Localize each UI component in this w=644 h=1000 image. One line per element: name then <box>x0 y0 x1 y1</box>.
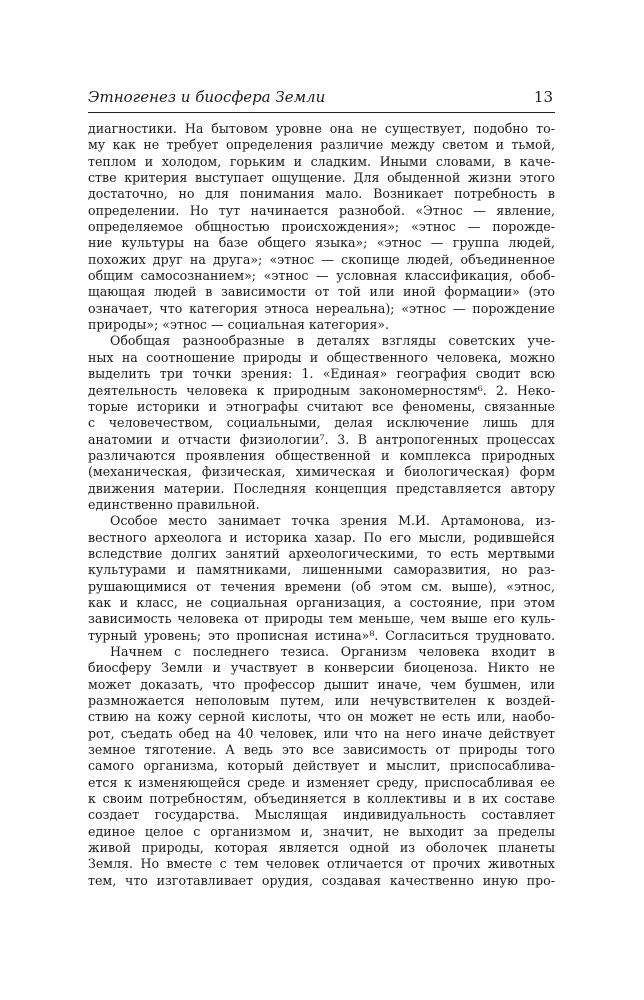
text-line: Земля. Но вместе с тем человек отличается от прочих животных <box>88 856 555 872</box>
text-line: Особое место занимает точка зрения М.И. Артамонова, из- <box>110 513 555 529</box>
page-number: 13 <box>533 88 553 106</box>
text-line: похожих друг на друга»; «этнос — скопище людей, объединенное <box>88 251 555 267</box>
text-line: выделить три точки зрения: 1. «Единая» география сводит всю <box>88 366 555 382</box>
text-line: достаточно, но для понимания мало. Возникает потребность в <box>88 186 555 202</box>
text-line: тем, что изготавливает орудия, создавая качественно иную про- <box>88 872 555 888</box>
text-line: единое целое с организмом и, значит, не выходит за пределы <box>88 823 555 839</box>
text-line: общим самосознанием»; «этнос — условная классификация, обоб- <box>88 268 555 284</box>
page-header <box>88 88 555 113</box>
text-line: единственно правильной. <box>88 496 260 512</box>
text-line: деятельность человека к природным закономерностям⁶. 2. Неко- <box>88 382 555 398</box>
text-line: вследствие долгих занятий археологическими, то есть мертвыми <box>88 545 555 561</box>
text-line: культурами и памятниками, лишенными саморазвития, но раз- <box>88 562 555 578</box>
body-text <box>88 121 555 889</box>
text-line: щающая людей в зависимости от той или иной формации» (это <box>88 284 555 300</box>
text-line: к своим потребностям, объединяется в коллективы и в их составе <box>88 791 555 807</box>
text-line: теплом и холодом, горьким и сладким. Иными словами, в каче- <box>88 153 555 169</box>
text-line: движения материи. Последняя концепция представляется автору <box>88 480 555 496</box>
text-line: зависимость человека от природы тем меньше, чем выше его куль- <box>88 611 555 627</box>
text-line: как и класс, не социальная организация, а состояние, при этом <box>88 594 555 610</box>
text-line: (механическая, физическая, химическая и биологическая) форм <box>88 464 555 480</box>
text-line: ние культуры на базе общего языка»; «этнос — группа людей, <box>88 235 555 251</box>
text-line: вестного археолога и историка хазар. По его мысли, родившейся <box>88 529 555 545</box>
text-line: означает, что категория этноса нереальна); «этнос — порождение <box>88 300 555 316</box>
text-line: различаются проявления общественной и комплекса природных <box>88 447 555 463</box>
text-line: Обобщая разнообразные в деталях взгляды советских уче- <box>110 333 555 349</box>
text-line: Начнем с последнего тезиса. Организм человека входит в <box>110 644 555 659</box>
text-line: ствию на кожу серной кислоты, что он может не есть или, наобо- <box>88 709 555 725</box>
text-line: самого организма, который действует и мыслит, приспосаблива- <box>88 758 555 774</box>
text-line: ется к изменяющейся среде и изменяет среду, приспосабливая ее <box>88 774 555 790</box>
text-line: определении. Но тут начинается разнобой. «Этнос — явление, <box>88 202 555 218</box>
text-line: с человечеством, социальными, делая исключение лишь для <box>88 415 555 431</box>
text-line: земное тяготение. А ведь это все зависимость от природы того <box>88 742 555 758</box>
text-line: турный уровень; это прописная истина»⁸. Согласиться трудновато. <box>88 627 555 643</box>
text-line: стве критерия выступает ощущение. Для обыденной жизни этого <box>88 170 555 186</box>
text-line: биосферу Земли и участвует в конверсии биоценоза. Никто не <box>88 660 555 676</box>
text-line: анатомии и отчасти физиологии⁷. 3. В антропогенных процессах <box>88 431 555 447</box>
text-line: му как не требует определения различие между светом и тьмой, <box>88 137 555 153</box>
text-line: размножается неполовым путем, или нечувствителен к воздей- <box>88 693 555 709</box>
text-line: может доказать, что профессор дышит иначе, чем бушмен, или <box>88 676 555 692</box>
text-line: создает государства. Мыслящая индивидуальность составляет <box>88 807 555 823</box>
running-title: Этногенез и биосфера Земли <box>88 88 326 106</box>
text-line: определяемое общностью происхождения»; «этнос — порожде- <box>88 219 555 235</box>
text-line: природы»; «этнос — социальная категория». <box>88 317 390 333</box>
text-line: рот, съедать обед на 40 человек, или что на него иначе действует <box>88 725 555 741</box>
text-line: рушающимися от течения времени (об этом см. выше), «этнос, <box>88 578 555 594</box>
text-line: торые историки и этнографы считают все феномены, связанные <box>88 398 555 414</box>
text-line: живой природы, которая является одной из оболочек планеты <box>88 840 555 856</box>
text-line: ных на соотношение природы и общественного человека, можно <box>88 349 555 365</box>
text-line: диагностики. На бытовом уровне она не существует, подобно то- <box>88 121 555 136</box>
